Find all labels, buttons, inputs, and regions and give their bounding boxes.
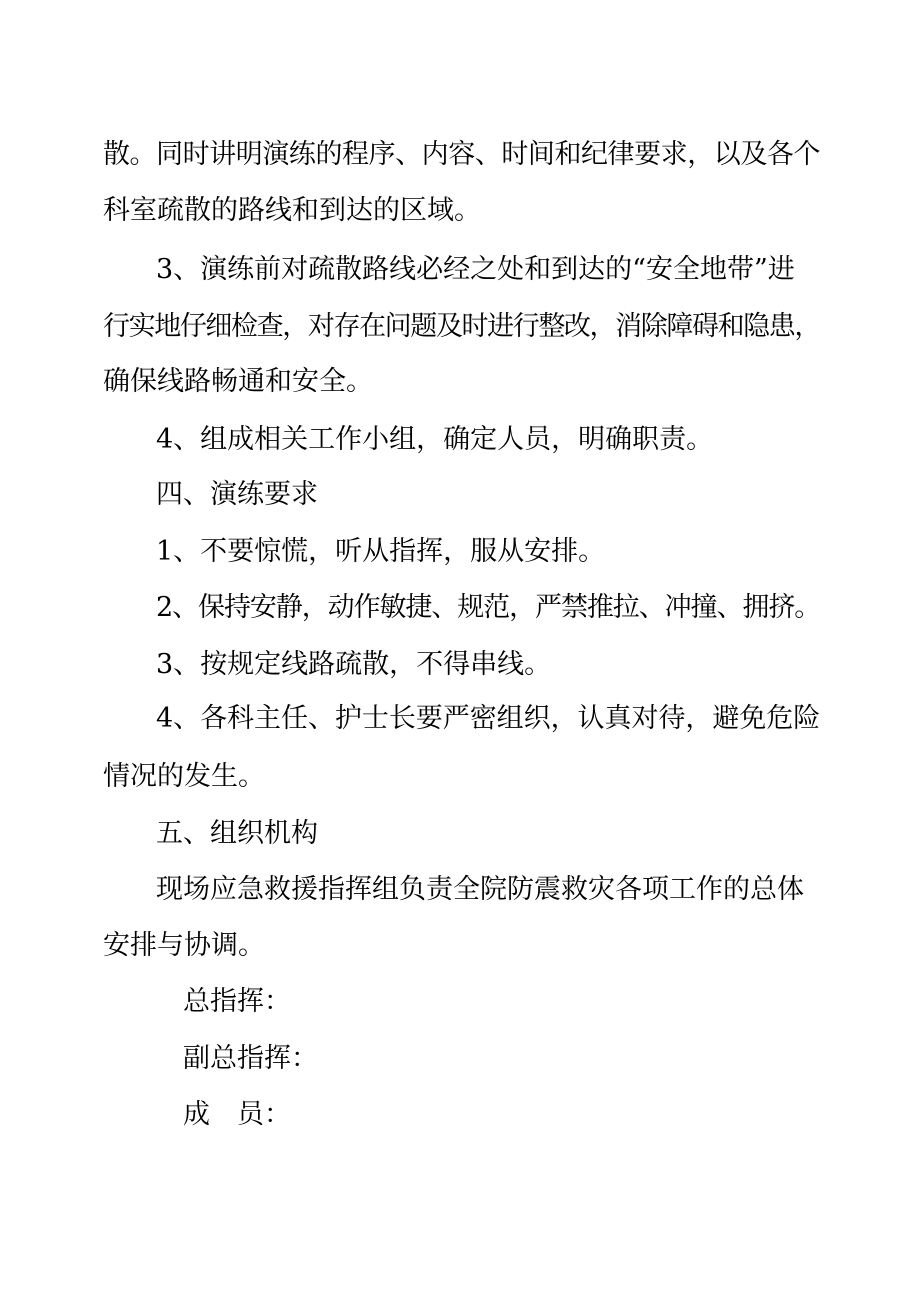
text-line: 1、不要惊慌，听从指挥，服从安排。 xyxy=(156,536,606,567)
role-label-commander: 总指挥： xyxy=(183,986,291,1017)
text-line: 4、组成相关工作小组，确定人员，明确职责。 xyxy=(156,424,714,455)
role-label-deputy-commander: 副总指挥： xyxy=(183,1043,318,1074)
text-line: 3、按规定线路疏散，不得串线。 xyxy=(156,649,552,680)
role-label-members: 成 员： xyxy=(183,1099,291,1130)
text-line: 科室疏散的路线和到达的区域。 xyxy=(103,195,481,226)
text-line: 情况的发生。 xyxy=(103,761,265,792)
section-heading: 四、演练要求 xyxy=(156,479,318,510)
text-line: 行实地仔细检查，对存在问题及时进行整改，消除障碍和隐患， xyxy=(103,311,820,342)
text-line: 2、保持安静，动作敏捷、规范，严禁推拉、冲撞、拥挤。 xyxy=(156,592,821,623)
text-line: 散。同时讲明演练的程序、内容、时间和纪律要求，以及各个 xyxy=(103,139,820,170)
text-line: 确保线路畅通和安全。 xyxy=(103,366,373,397)
text-line: 安排与协调。 xyxy=(103,930,265,961)
section-heading: 五、组织机构 xyxy=(156,818,318,849)
text-line: 3、演练前对疏散路线必经之处和到达的“安全地带”进 xyxy=(156,254,795,285)
text-line: 4、各科主任、护士长要严密组织，认真对待，避免危险 xyxy=(156,703,821,734)
text-line: 现场应急救援指挥组负责全院防震救灾各项工作的总体 xyxy=(156,874,804,905)
